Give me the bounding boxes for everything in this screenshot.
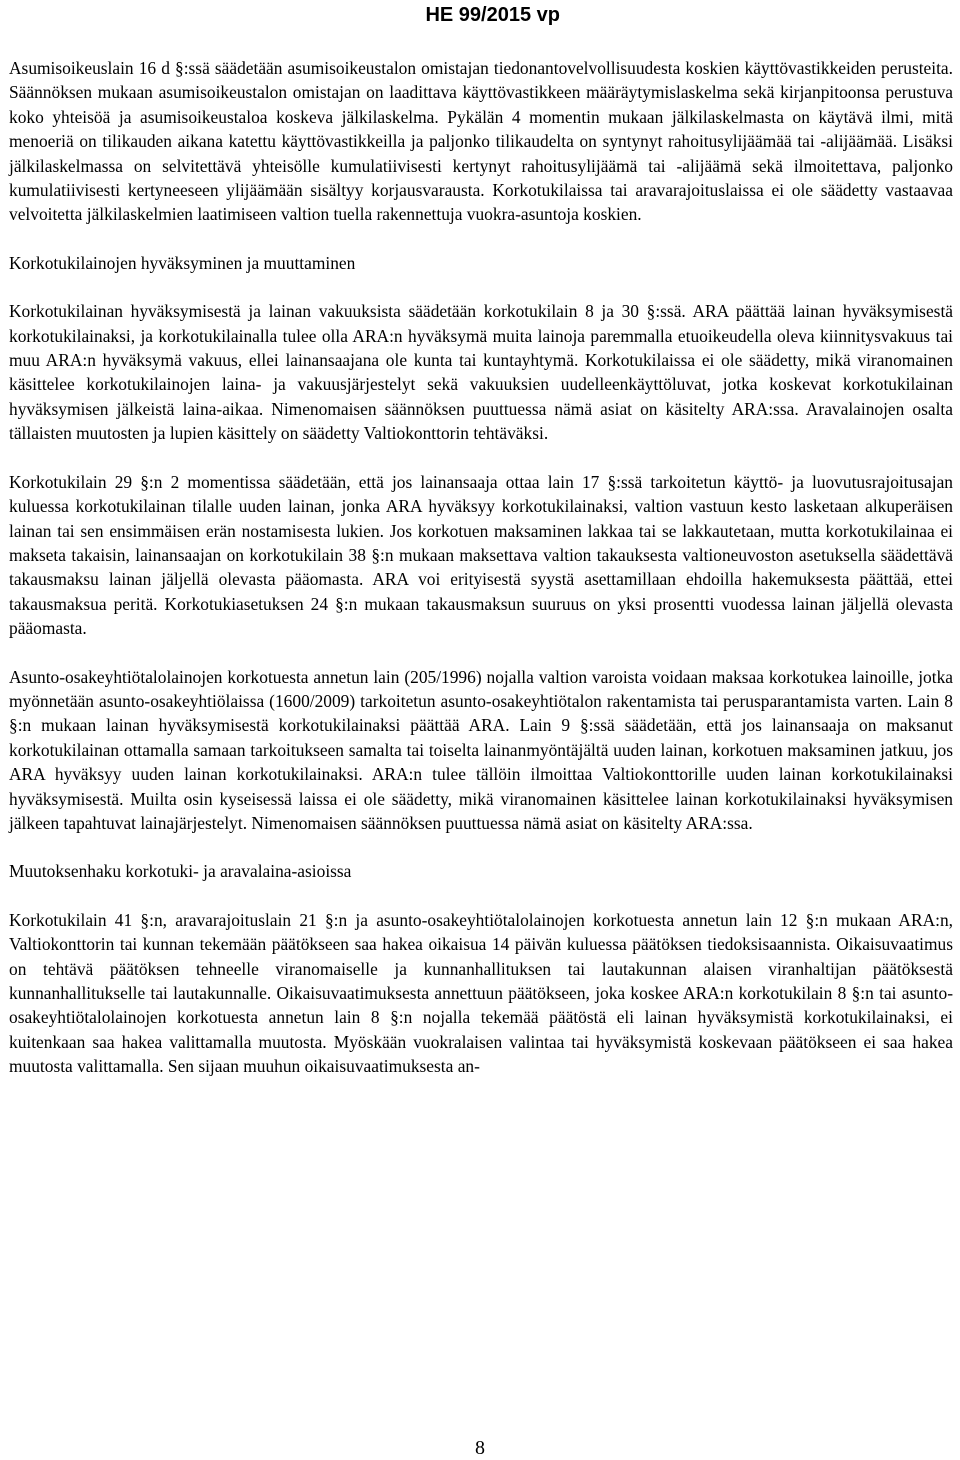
section-heading-korkotukilainojen-hyvaksyminen: Korkotukilainojen hyväksyminen ja muuttaminen (9, 252, 356, 273)
paragraph-asunto-osakeyhtiotalolainat: Asunto-osakeyhtiötalolainojen korkotuesta annetun lain (205/1996) nojalla valtion varoista voidaan maksaa korkotukea lainoille, jotka myönnetään asunto-osakeyhtiölaissa (1600/2009) tarkoitetun asunto-osakeyhtiötalon rakentamista tai perusparantamista varten. Lain 8 §:n mukaan lainan hyväksymisestä korkotukilainaksi päättää ARA. Lain 9 §:ssä säädetään, että jos lainansaaja on maksanut korkotukilainan ottamalla samaan tarkoitukseen samalta tai toiselta lainanmyöntäjältä uuden lainan, korkotuen maksaminen jatkuu, jos ARA hyväksyy uuden lainan korkotukilainaksi. ARA:n tulee tällöin ilmoittaa Valtiokonttorille uuden lainan korkotukilainaksi hyväksymisestä. Muilta osin kyseisessä laissa ei ole säädetty, mikä viranomainen käsittelee lainan korkotukilainaksi hyväksymisen jälkeen tapahtuvat lainajärjestelyt. Nimenomaisen säännöksen puuttuessa nämä asiat on käsitelty ARA:ssa. (9, 666, 953, 833)
section-heading-muutoksenhaku: Muutoksenhaku korkotuki- ja aravalaina-asioissa (9, 861, 352, 882)
paragraph-korkotukilain-29: Korkotukilain 29 §:n 2 momentissa säädetään, että jos lainansaaja ottaa lain 17 §:ssä tarkoitetun käyttö- ja luovutusrajoitusajan kuluessa korkotukilainan tilalle uuden lainan, jonka ARA hyväksyy korkotukilainaksi, valtion vastuun kesto lasketaan alkuperäisen lainan tai sen ensimmäisen erän nostamisesta lukien. Jos korkotuen maksaminen lakkaa tai se lakkautetaan, mutta korkotukilainaa ei makseta takaisin, lainansaajan on korkotukilain 38 §:n mukaan maksettava valtion takauksesta valtioneuvoston asetuksella säädettävä takausmaksu lainan jäljellä olevasta pääomasta. ARA voi erityisestä syystä asettamillaan ehdoilla hakemuksesta päättää, ettei takausmaksua peritä. Korkotukiasetuksen 24 §:n mukaan takausmaksun suuruus on yksi prosentti vuodessa lainan jäljellä olevasta pääomasta. (9, 471, 953, 639)
document-id-header: HE 99/2015 vp (425, 4, 560, 26)
page-number: 8 (475, 1437, 485, 1459)
document-body (9, 56, 953, 1079)
paragraph-muutoksenhaku: Korkotukilain 41 §:n, aravarajoituslain 21 §:n ja asunto-osakeyhtiötalolainojen korkotuesta annetun lain 12 §:n mukaan ARA:n, Valtiokonttorin tai kunnan tekemään päätökseen saa hakea oikaisua 14 päivän kuluessa päätöksen tiedoksisaannista. Oikaisuvaatimus on tehtävä päätöksen tehneelle viranomaiselle ja kunnanhallituksen tai lautakunnan alaisen viranhaltijan päätöksestä kunnanhallitukselle tai lautakunnalle. Oikaisuvaatimuksesta annettuun päätökseen, joka koskee ARA:n korkotukilain 8 §:n tai asunto-osakeyhtiötalolainojen korkotuesta annetun lain 8 §:n nojalla tekemää päätöstä eli lainan hyväksymistä korkotukilainaksi, ei kuitenkaan saa hakea valittamalla muutosta. Myöskään vuokralaisen valintaa tai hyväksymistä koskevaan päätökseen ei saa hakea muutosta valittamalla. Sen sijaan muuhun oikaisuvaatimuksesta an- (9, 909, 953, 1077)
paragraph-korkotukilainan-hyvaksyminen: Korkotukilainan hyväksymisestä ja lainan vakuuksista säädetään korkotukilain 8 ja 30 §:ssä. ARA päättää lainan hyväksymisestä korkotukilainaksi, ja korkotukilainalla tulee olla ARA:n hyväksymä muita lainoja paremmalla etuoikeudella oleva kiinnitysvakuus tai muu ARA:n hyväksymä vakuus, ellei lainansaajana ole kunta tai kuntayhtymä. Korkotukilaissa ei ole säädetty, mikä viranomainen käsittelee korkotukilainojen laina- ja vakuusjärjestelyt sekä vakuuksien uudelleenkäyttöluvat, jotka koskevat korkotukilainan hyväksymisen jälkeistä laina-aikaa. Nimenomaisen säännöksen puuttuessa nämä asiat on käsitelty ARA:ssa. Aravalainojen osalta tällaisten muutosten ja lupien käsittely on säädetty Valtiokonttorin tehtäväksi. (9, 301, 953, 444)
paragraph-asumisoikeus: Asumisoikeuslain 16 d §:ssä säädetään asumisoikeustalon omistajan tiedonantovelvollisuudesta koskien käyttövastikkeiden perusteita. Säännöksen mukaan asumisoikeustalon omistajan on laadittava käyttövastikkeen määräytymislaskelma sekä kirjanpitoonsa perustuva koko yhteisöä ja asumisoikeustaloa koskeva jälkilaskelma. Pykälän 4 momentin mukaan jälkilaskelmasta on käytävä ilmi, mitä menoeriä on tilikauden aikana katettu käyttövastikkeilla ja paljonko tilikaudelta on syntynyt rahoitusylijäämää tai -alijäämää. Lisäksi jälkilaskelmassa on selvitettävä yhteisölle kumulatiivisesti kertynyt rahoitusylijäämä tai -alijäämä sekä ilmoitettava, paljonko kumulatiivisesti kertyneeseen ylijäämään sisältyy korjausvarausta. Korkotukilaissa tai aravarajoituslaissa ei ole säädetty vastaavaa velvoitetta jälkilaskelmien laatimiseen valtion tuella rakennettuja vuokra-asuntoja koskien. (9, 58, 953, 225)
